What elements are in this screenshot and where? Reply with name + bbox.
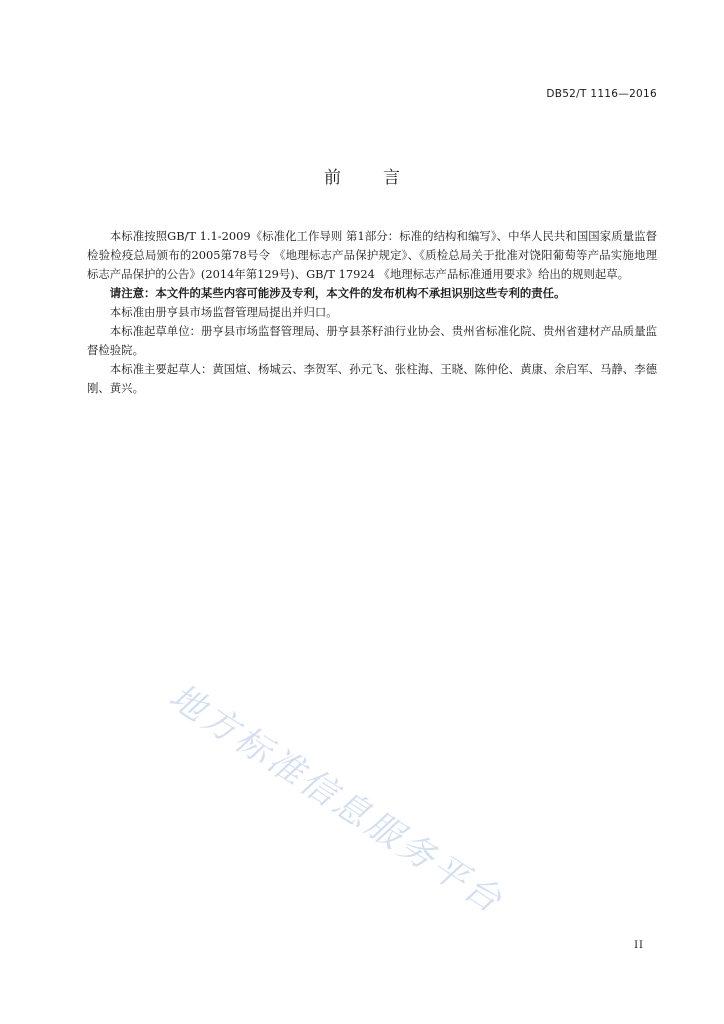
title-char-1: 前 (324, 168, 341, 188)
paragraph-patent-notice: 请注意：本文件的某些内容可能涉及专利，本文件的发布机构不承担识别这些专利的责任。 (109, 286, 566, 300)
paragraph-drafting-rules: 本标准按照GB/T 1.1-2009《标准化工作导则 第1部分：标准的结构和编写》、中华人民共和国国家质量监督检验检疫总局颁布的2005第78号令 《地理标志产品保护规定》、《质检总局关于批准对饶阳葡萄等产品实施地理标志产品保护的公告》(2014年第129号)、GB/T 17924 《地理标志产品标准通用要求》给出的规则起草。 (87, 229, 657, 281)
paragraph-drafters: 本标准主要起草人：黄国煊、杨城云、李贺军、孙元飞、张柱海、王晓、陈仲伦、黄康、余启军、马静、李德刚、黄兴。 (87, 362, 657, 395)
watermark: 地方标准信息服务平台 (161, 676, 511, 923)
page-title (0, 163, 724, 188)
foreword-body (87, 227, 657, 398)
paragraph-proposer: 本标准由册亨县市场监督管理局提出并归口。 (109, 305, 338, 319)
title-char-2: 言 (383, 168, 400, 188)
paragraph-drafting-units: 本标准起草单位：册亨县市场监督管理局、册亨县茶籽油行业协会、贵州省标准化院、贵州省建材产品质量监督检验院。 (87, 324, 657, 357)
document-code: DB52/T 1116—2016 (546, 88, 657, 100)
page-number: II (634, 940, 644, 951)
